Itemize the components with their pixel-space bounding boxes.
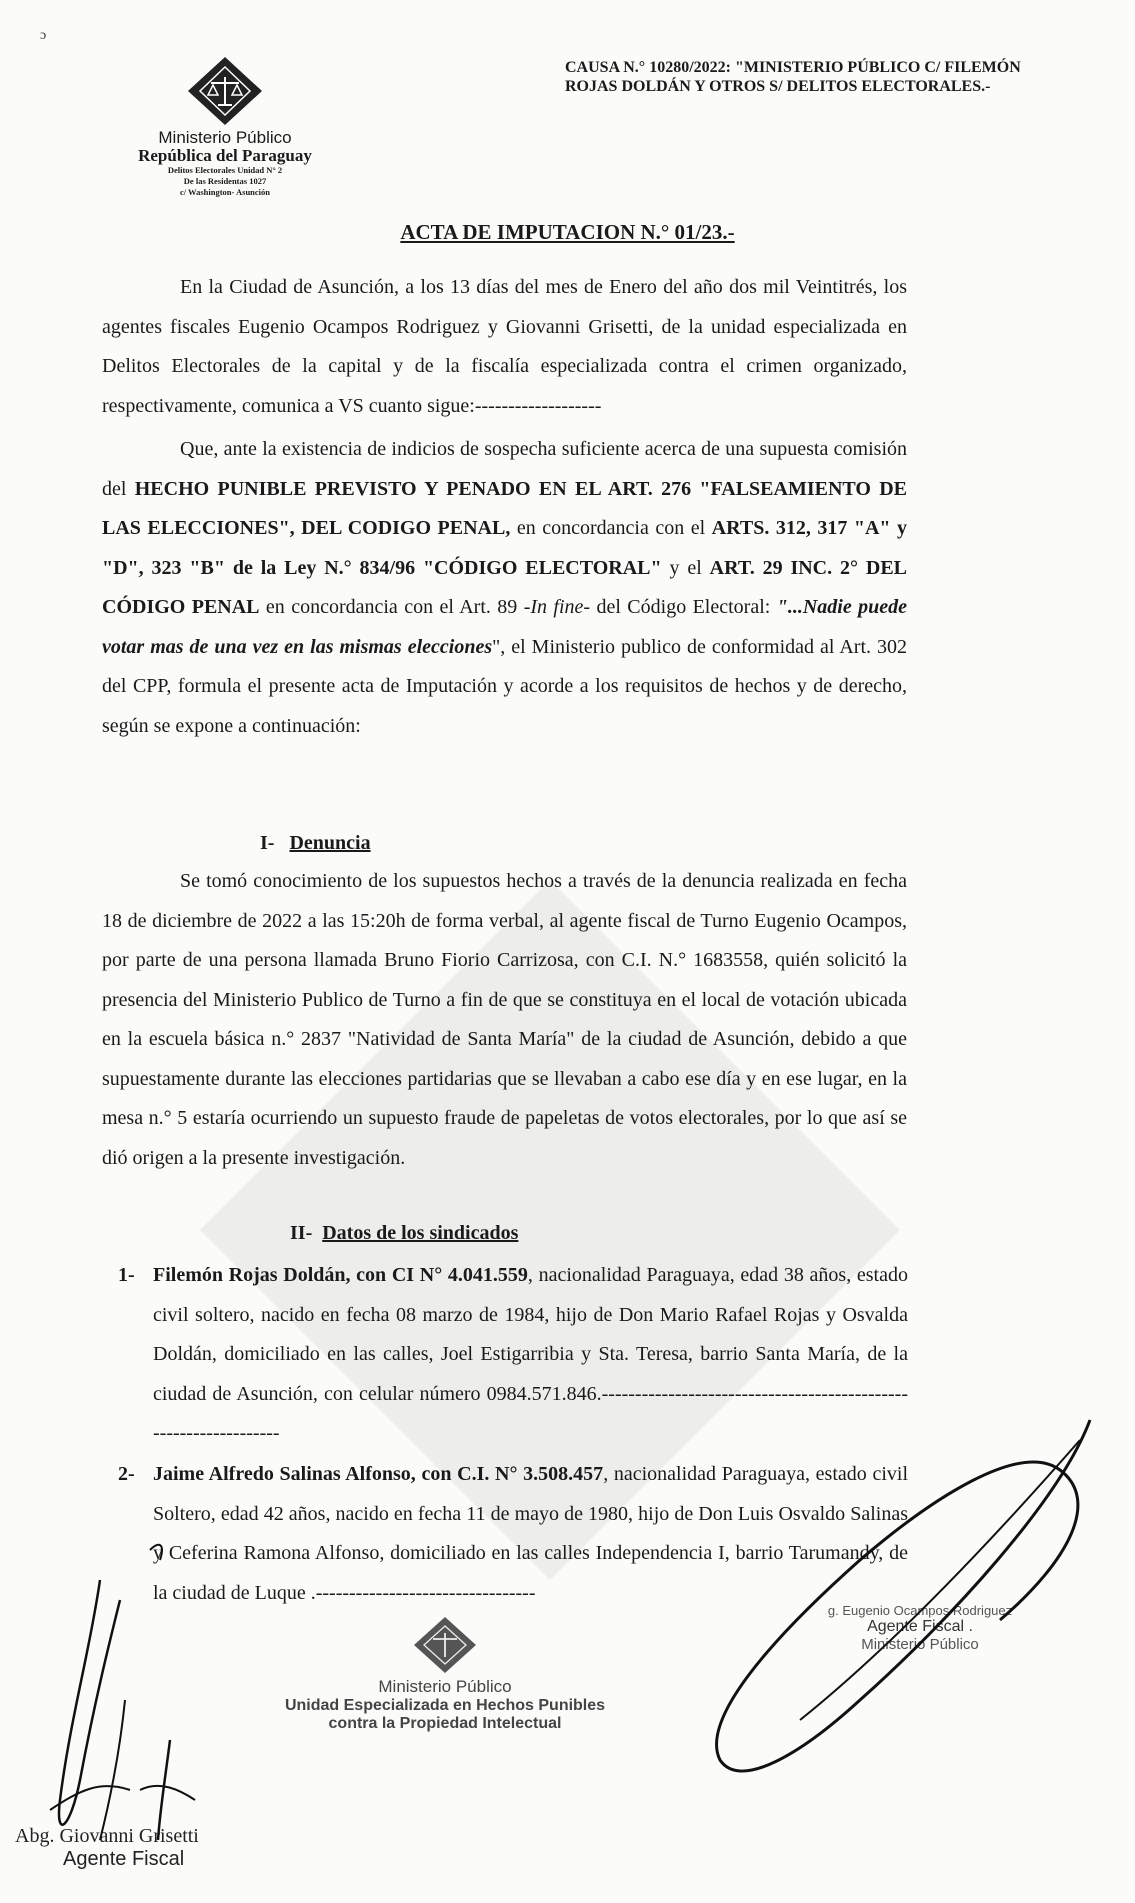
section-1-number: I- [260, 832, 275, 854]
sindicado-1-name: Filemón Rojas Doldán, con CI N° 4.041.559 [153, 1264, 528, 1286]
p2-text-3: y el [661, 556, 710, 579]
stamp-line-1: Ministerio Público [378, 1677, 512, 1696]
p2-text-1: Que, ante la existencia de indicios de sospecha suficiente acerca de una supuesta comisión del [102, 438, 907, 500]
section-1-title: Denuncia [289, 832, 371, 854]
causa-header: CAUSA N.° 10280/2022: "MINISTERIO PÚBLICO C/ FILEMÓN ROJAS DOLDÁN Y OTROS S/ DELITOS ELECTORALES.- [565, 59, 1021, 95]
signature-left-role: Agente Fiscal [63, 1848, 185, 1870]
sindicado-1-number: 1- [118, 1264, 135, 1286]
republica-name: República del Paraguay [138, 146, 312, 165]
p2-text-5: del Código Electoral: [590, 596, 777, 618]
p2-text-2: en concordancia con el [510, 517, 712, 539]
p2-bold-2: ARTS. 312, 317 "A" y "D", 323 "B" de la Ley N.° 834/96 "CÓDIGO ELECTORAL" [102, 517, 907, 579]
section-2-number: II- [290, 1222, 313, 1244]
address-line-2: De las Residentas 1027 [183, 176, 267, 186]
corner-mark: ɔ [40, 28, 47, 43]
signature-left-name: Abg. Giovanni Grisetti [15, 1825, 199, 1847]
stamp-line-3: contra la Propiedad Intelectual [328, 1715, 562, 1732]
p2-quote: "...Nadie puede votar mas de una vez en las mismas elecciones [102, 596, 907, 658]
signature-right-role: Agente Fiscal . [867, 1618, 973, 1635]
sindicado-2-number: 2- [118, 1463, 135, 1485]
p2-text-4: en concordancia con el Art. 89 [259, 596, 524, 618]
ministerio-name: Ministerio Público [158, 128, 292, 147]
p2-text-6: ", el Ministerio publico de conformidad al Art. 302 del CPP, formula el presente acta de Imputación y acorde a los requisitos de hechos y de derecho, según se expone a continuación: [102, 635, 907, 737]
p2-italic-1: -In fine- [523, 596, 591, 618]
paragraph-1: En la Ciudad de Asunción, a los 13 días del mes de Enero del año dos mil Veintitrés, los agentes fiscales Eugenio Ocampos Rodriguez y Giovanni Grisetti, de la unidad especializada en Delitos Electorales de la capital y de la fiscalía especializada contra el crimen organizado, respectivamente, comunica a VS cuanto sigue:------------------- [102, 276, 907, 417]
sindicado-2-name: Jaime Alfredo Salinas Alfonso, con C.I. N° 3.508.457 [153, 1463, 604, 1485]
signature-right-org: Ministerio Público [861, 1636, 979, 1653]
stamp-line-2: Unidad Especializada en Hechos Punibles [284, 1697, 606, 1714]
document-title: ACTA DE IMPUTACION N.° 01/23.- [400, 220, 735, 244]
sindicado-1-details: , nacionalidad Paraguaya, edad 38 años, estado civil soltero, nacido en fecha 08 marzo de 1984, hijo de Don Mario Rafael Rojas y Osvalda Doldán, domiciliado en las calles, Joel Estigarribia y Sta. Teresa, barrio Santa María, de la ciudad de Asunción, con celular número 0984.571.846.----------------------------------------------------------------- [153, 1264, 908, 1444]
denuncia-paragraph: Se tomó conocimiento de los supuestos hechos a través de la denuncia realizada en fecha 18 de diciembre de 2022 a las 15:20h de forma verbal, al agente fiscal de Turno Eugenio Ocampos, por parte de una persona llamada Bruno Fiorio Carrizosa, con C.I. N.° 1683558, quién solicitó la presencia del Ministerio Publico de Turno a fin de que se constituya en el local de votación ubicada en la escuela básica n.° 2837 "Natividad de Santa María" de la ciudad de Asunción, debido a que supuestamente durante las elecciones partidarias que se llevaban a cabo ese día y en ese lugar, en la mesa n.° 5 estaría ocurriendo un supuesto fraude de papeletas de votos electorales, por lo que así se dió origen a la presente investigación. [102, 870, 907, 1169]
p2-bold-3: ART. 29 INC. 2° DEL CÓDIGO PENAL [102, 556, 907, 618]
signature-right-name: g. Eugenio Ocampos Rodriguez [827, 1603, 1013, 1618]
section-2-title: Datos de los sindicados [322, 1222, 519, 1244]
p2-bold-1: HECHO PUNIBLE PREVISTO Y PENADO EN EL ART. 276 "FALSEAMIENTO DE LAS ELECCIONES", DEL CODIGO PENAL, [102, 477, 908, 539]
sindicado-2-details: , nacionalidad Paraguaya, estado civil Soltero, edad 42 años, nacido en fecha 11 de mayo de 1980, hijo de Don Luis Osvaldo Salinas y Ceferina Ramona Alfonso, domiciliado en las calles Independencia I, barrio Tarumandy, de la ciudad de Luque .--------------------------------- [153, 1463, 909, 1604]
address-line-3: c/ Washington- Asunción [179, 187, 271, 197]
address-line-1: Delitos Electorales Unidad N° 2 [167, 165, 283, 175]
